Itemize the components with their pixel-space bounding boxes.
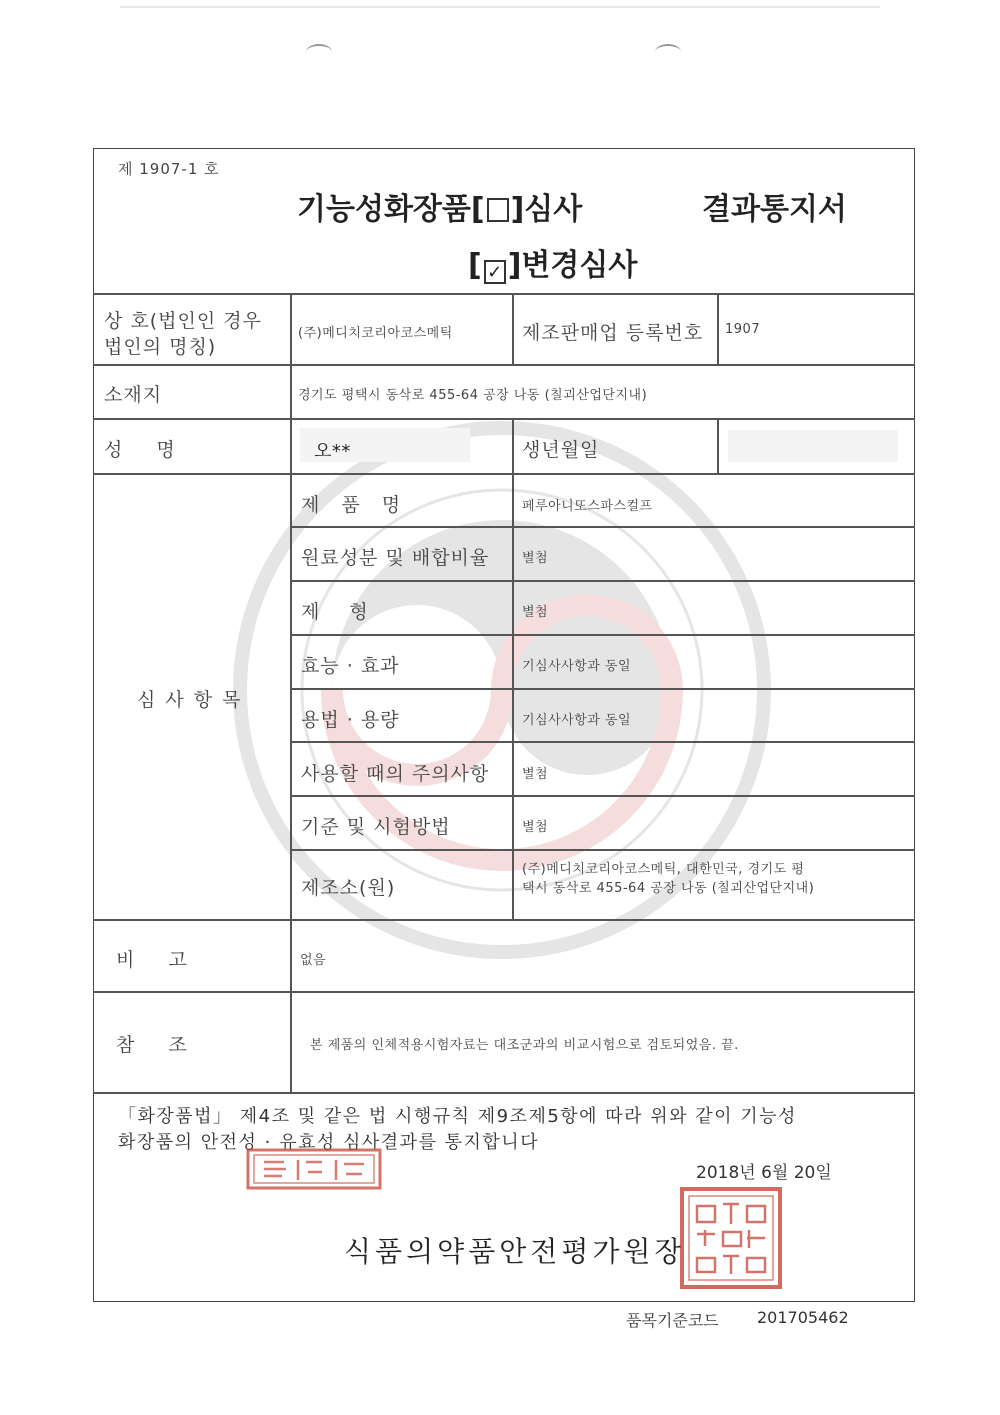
remarks-label: 비 고 — [116, 949, 201, 971]
company-label-line1: 상 호(법인인 경우 — [104, 310, 262, 332]
review-item-label: 제조소(원) — [301, 877, 396, 899]
address-value: 경기도 평택시 동삭로 455-64 공장 나동 (칠괴산업단지내) — [298, 388, 648, 403]
official-seal-stamp — [679, 1186, 783, 1290]
table-rule — [93, 1092, 915, 1094]
document-title-result: 결과통지서 — [702, 192, 847, 227]
table-rule — [290, 580, 915, 582]
review-item-value: 기심사사항과 동일 — [522, 713, 632, 728]
table-rule — [93, 364, 915, 366]
table-rule — [93, 919, 915, 921]
registration-label: 제조판매업 등록번호 — [522, 322, 704, 344]
review-item-label: 제 형 — [301, 601, 380, 623]
review-item-value: 별첨 — [522, 605, 549, 620]
review-item-value-line1: (주)메디치코리아코스메틱, 대한민국, 경기도 평 — [522, 862, 805, 877]
name-value: 오** — [314, 441, 351, 462]
subtitle-review-label: ]변경심사 — [507, 248, 638, 283]
address-label: 소재지 — [104, 384, 163, 406]
table-rule — [512, 293, 514, 364]
company-value: (주)메디치코리아코스메틱 — [298, 326, 453, 341]
review-checkbox-unchecked — [487, 198, 509, 222]
table-rule — [93, 473, 915, 475]
table-rule — [290, 688, 915, 690]
document-subtitle — [468, 240, 637, 284]
small-seal-stamp — [246, 1148, 382, 1190]
punch-hole-mark — [655, 44, 681, 60]
subtitle-prefix: [ — [468, 248, 482, 283]
change-review-checkbox-checked: ✓ — [484, 260, 506, 284]
scan-edge-line — [120, 6, 880, 8]
review-item-value: 별첨 — [522, 767, 549, 782]
review-item-label: 사용할 때의 주의사항 — [301, 763, 490, 785]
review-item-value: 기심사사항과 동일 — [522, 659, 632, 674]
issuer-name: 식품의약품안전평가원장 — [344, 1235, 686, 1268]
company-label-line2: 법인의 명칭) — [104, 336, 217, 358]
document-title — [297, 184, 582, 228]
title-prefix: 기능성화장품[ — [297, 192, 485, 227]
table-rule — [290, 849, 915, 851]
review-item-label: 용법 · 용량 — [301, 709, 400, 731]
statement-line2: 화장품의 안전성 · 유효성 심사결과를 통지합니다 — [118, 1132, 540, 1153]
table-rule — [717, 418, 719, 473]
punch-hole-mark — [306, 44, 332, 60]
issue-date: 2018년 6월 20일 — [696, 1163, 832, 1183]
document-number: 제 1907-1 호 — [118, 160, 220, 178]
registration-value: 1907 — [725, 322, 761, 337]
redaction-block — [728, 430, 898, 462]
remarks-value: 없음 — [300, 953, 327, 968]
table-rule — [290, 741, 915, 743]
review-section-label: 심사항목 — [137, 689, 251, 711]
table-rule — [290, 526, 915, 528]
table-rule — [717, 293, 719, 364]
table-rule — [290, 795, 915, 797]
review-item-label: 제 품 명 — [301, 494, 409, 516]
review-item-value: 별첨 — [522, 820, 549, 835]
table-rule — [290, 293, 292, 1092]
title-review-label: ]심사 — [510, 192, 583, 227]
review-item-label: 효능 · 효과 — [301, 655, 400, 677]
statement-line1: 「화장품법」 제4조 및 같은 법 시행규칙 제9조제5항에 따라 위와 같이 기능성 — [118, 1106, 797, 1127]
review-item-value: 페루아니또스파스컬프 — [522, 499, 653, 514]
table-rule — [512, 418, 514, 473]
reference-label: 참 조 — [116, 1034, 201, 1056]
table-rule — [93, 293, 915, 295]
name-label: 성 명 — [104, 439, 189, 461]
birth-label: 생년월일 — [522, 439, 600, 461]
review-item-value-line2: 택시 동삭로 455-64 공장 나동 (칠괴산업단지내) — [522, 881, 815, 896]
table-rule — [290, 634, 915, 636]
review-item-label: 원료성분 및 배합비율 — [301, 547, 490, 569]
table-rule — [93, 418, 915, 420]
table-rule — [512, 473, 514, 919]
table-rule — [93, 991, 915, 993]
item-code-value: 201705462 — [757, 1308, 849, 1327]
reference-value: 본 제품의 인체적용시험자료는 대조군과의 비교시험으로 검토되었음. 끝. — [310, 1038, 739, 1053]
review-item-value: 별첨 — [522, 551, 549, 566]
item-code-label: 품목기준코드 — [626, 1311, 719, 1330]
review-item-label: 기준 및 시험방법 — [301, 816, 451, 838]
